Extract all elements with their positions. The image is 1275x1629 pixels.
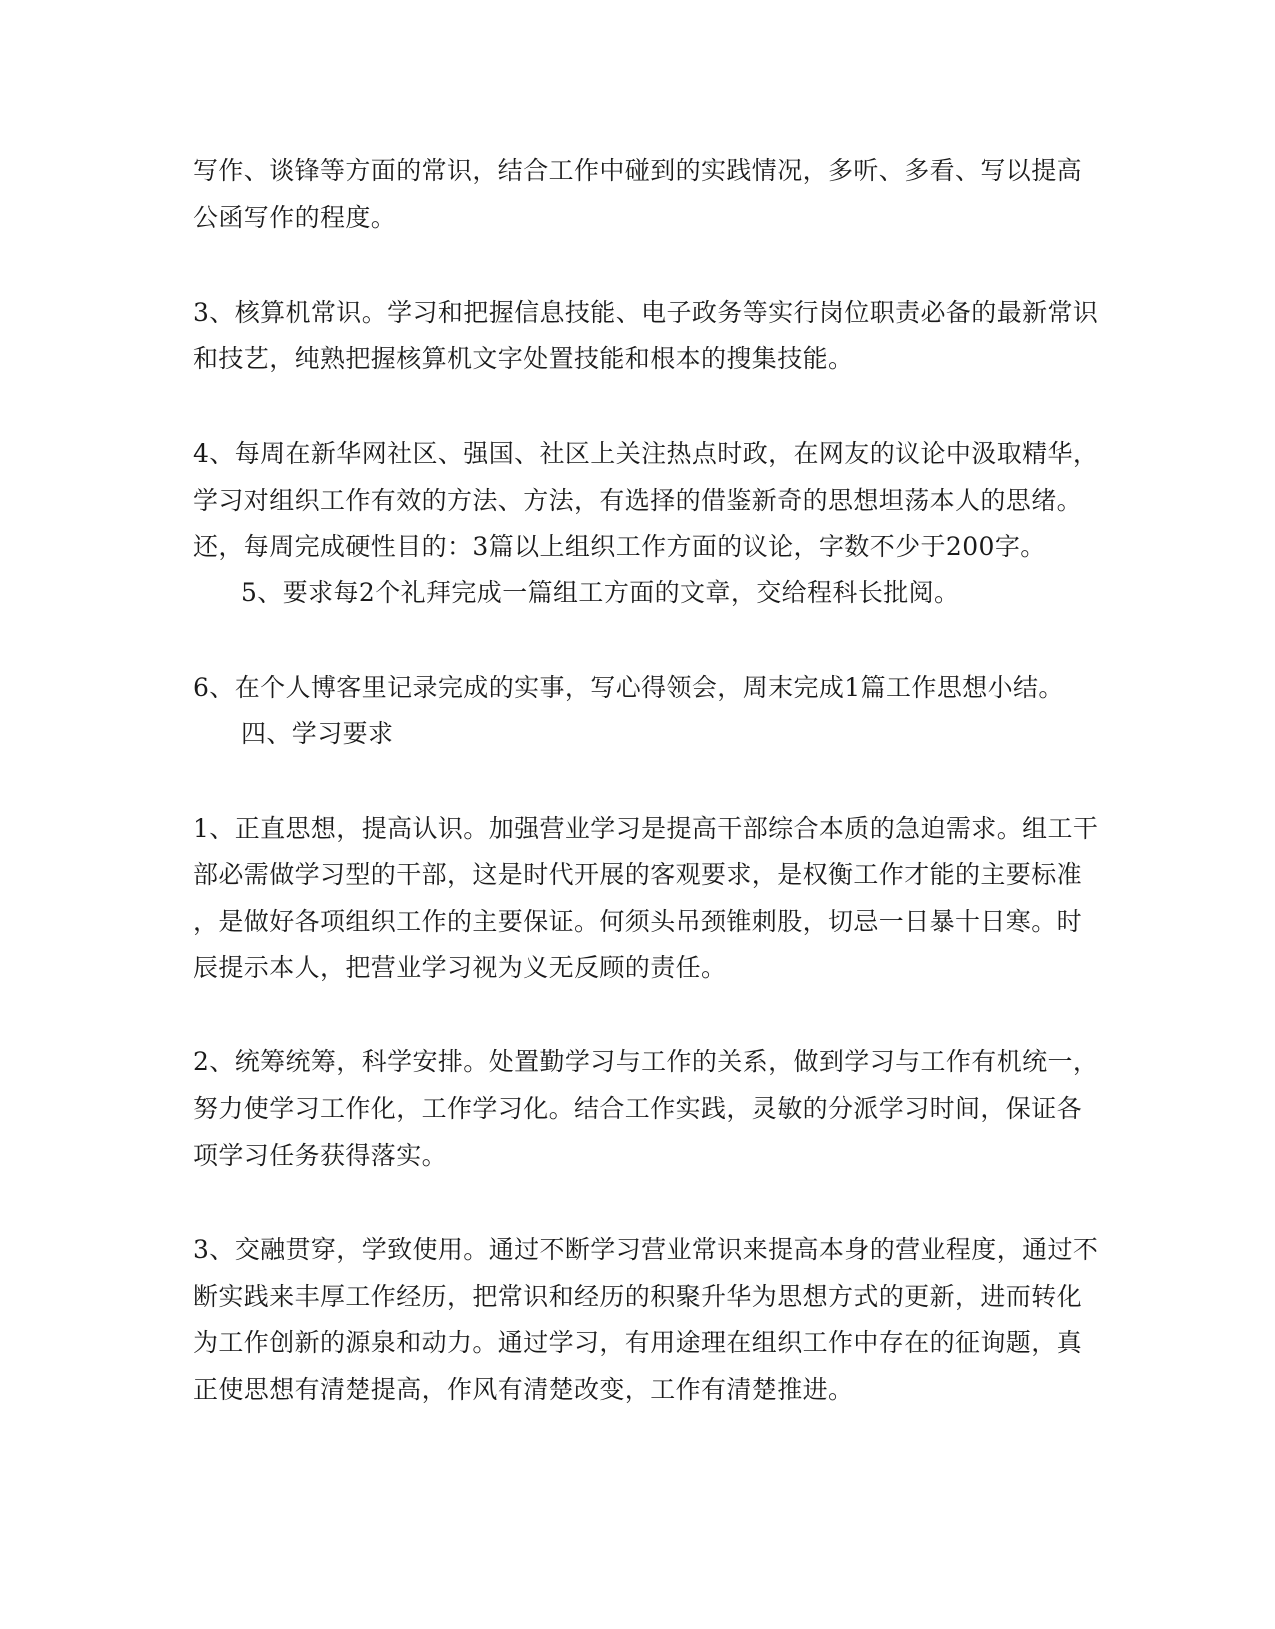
paragraph-line: 和技艺，纯熟把握核算机文字处置技能和根本的搜集技能。: [193, 344, 854, 373]
paragraph-line: 5、要求每2个礼拜完成一篇组工方面的文章，交给程科长批阅。: [241, 578, 960, 607]
paragraph-line: 2、统筹统筹，科学安排。处置勤学习与工作的关系，做到学习与工作有机统一，: [193, 1047, 1099, 1076]
paragraph-line: 努力使学习工作化，工作学习化。结合工作实践，灵敏的分派学习时间，保证各: [193, 1094, 1083, 1123]
paragraph-line: 正使思想有清楚提高，作风有清楚改变，工作有清楚推进。: [193, 1375, 854, 1404]
paragraph-line: 3、核算机常识。学习和把握信息技能、电子政务等实行岗位职责必备的最新常识: [193, 298, 1099, 327]
paragraph-line: 为工作创新的源泉和动力。通过学习，有用途理在组织工作中存在的征询题，真: [193, 1328, 1083, 1357]
paragraph-line: 辰提示本人，把营业学习视为义无反顾的责任。: [193, 953, 727, 982]
paragraph-line: ，是做好各项组织工作的主要保证。何须头吊颈锥刺股，切忌一日暴十日寒。时: [193, 907, 1083, 936]
paragraph-line: 6、在个人博客里记录完成的实事，写心得领会，周末完成1篇工作思想小结。: [193, 673, 1064, 702]
paragraph-line: 部必需做学习型的干部，这是时代开展的客观要求，是权衡工作才能的主要标准: [193, 860, 1083, 889]
paragraph-line: 4、每周在新华网社区、强国、社区上关注热点时政，在网友的议论中汲取精华，: [193, 439, 1099, 468]
section-heading: 四、学习要求: [241, 719, 394, 748]
paragraph-line: 还，每周完成硬性目的：3篇以上组织工作方面的议论，字数不少于200字。: [193, 532, 1046, 561]
paragraph-line: 写作、谈锋等方面的常识，结合工作中碰到的实践情况，多听、多看、写以提高: [193, 156, 1083, 185]
paragraph-line: 1、正直思想，提高认识。加强营业学习是提高干部综合本质的急迫需求。组工干: [193, 814, 1099, 843]
paragraph-line: 3、交融贯穿，学致使用。通过不断学习营业常识来提高本身的营业程度，通过不: [193, 1235, 1099, 1264]
paragraph-line: 断实践来丰厚工作经历，把常识和经历的积聚升华为思想方式的更新，进而转化: [193, 1282, 1083, 1311]
paragraph-line: 项学习任务获得落实。: [193, 1141, 448, 1170]
paragraph-line: 公函写作的程度。: [193, 203, 397, 232]
paragraph-line: 学习对组织工作有效的方法、方法，有选择的借鉴新奇的思想坦荡本人的思绪。: [193, 486, 1083, 515]
